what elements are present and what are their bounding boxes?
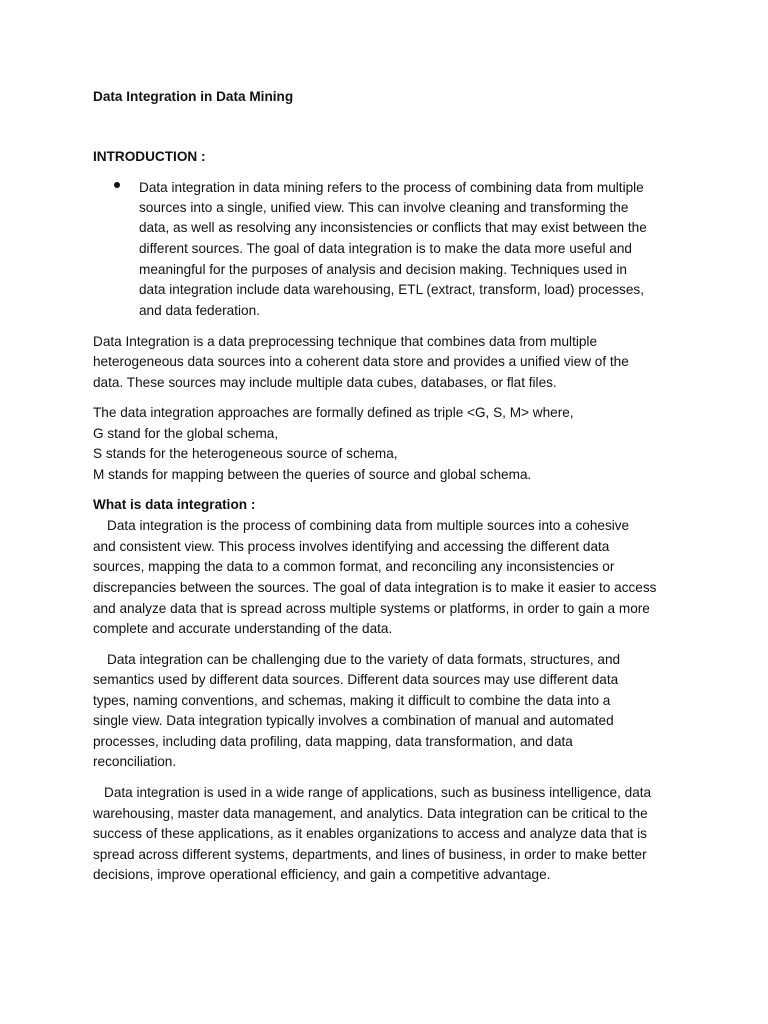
paragraph-line: spread across different systems, departments, and lines of business, in order to make better <box>93 847 647 862</box>
paragraph-line: types, naming conventions, and schemas, making it difficult to combine the data into a <box>93 693 611 708</box>
bullet-line: Data integration in data mining refers to the process of combining data from multiple <box>139 180 644 195</box>
bullet-line: sources into a single, unified view. This can involve cleaning and transforming the <box>139 200 629 215</box>
paragraph-line: The data integration approaches are formally defined as triple <G, S, M> where, <box>93 405 574 420</box>
paragraph-line: reconciliation. <box>93 754 177 769</box>
bullet-line: meaningful for the purposes of analysis and decision making. Techniques used in <box>139 262 627 277</box>
paragraph-line: processes, including data profiling, data mapping, data transformation, and data <box>93 734 573 749</box>
bullet-line: data integration include data warehousing, ETL (extract, transform, load) processes, <box>139 282 644 297</box>
bullet-line: and data federation. <box>139 303 260 318</box>
paragraph-line: single view. Data integration typically involves a combination of manual and automated <box>93 713 614 728</box>
paragraph-line: complete and accurate understanding of the data. <box>93 621 393 636</box>
paragraph-line: data. These sources may include multiple data cubes, databases, or flat files. <box>93 375 557 390</box>
paragraph-line: Data integration is the process of combining data from multiple sources into a cohesive <box>107 518 630 533</box>
paragraph-line: discrepancies between the sources. The goal of data integration is to make it easier to access <box>93 580 657 595</box>
paragraph-line: heterogeneous data sources into a coherent data store and provides a unified view of the <box>93 354 629 369</box>
paragraph-line: Data integration is used in a wide range of applications, such as business intelligence, data <box>104 785 652 800</box>
document-title: Data Integration in Data Mining <box>93 89 294 104</box>
paragraph-line: G stand for the global schema, <box>93 426 279 441</box>
paragraph-line: S stands for the heterogeneous source of schema, <box>93 446 398 461</box>
bullet-icon <box>114 182 120 188</box>
paragraph-line: success of these applications, as it enables organizations to access and analyze data that is <box>93 826 647 841</box>
paragraph-line: and consistent view. This process involves identifying and accessing the different data <box>93 539 610 554</box>
paragraph-line: M stands for mapping between the queries of source and global schema. <box>93 467 532 482</box>
bullet-line: data, as well as resolving any inconsistencies or conflicts that may exist between the <box>139 220 647 235</box>
paragraph-line: decisions, improve operational efficiency, and gain a competitive advantage. <box>93 867 551 882</box>
intro-heading: INTRODUCTION : <box>93 149 206 164</box>
paragraph-line: and analyze data that is spread across multiple systems or platforms, in order to gain a more <box>93 601 650 616</box>
paragraph-line: warehousing, master data management, and analytics. Data integration can be critical to the <box>93 806 648 821</box>
paragraph-line: semantics used by different data sources. Different data sources may use different data <box>93 672 619 687</box>
paragraph-line: Data Integration is a data preprocessing technique that combines data from multiple <box>93 334 598 349</box>
paragraph-line: sources, mapping the data to a common format, and reconciling any inconsistencies or <box>93 559 615 574</box>
bullet-line: different sources. The goal of data integration is to make the data more useful and <box>139 241 632 256</box>
paragraph-line: Data integration can be challenging due to the variety of data formats, structures, and <box>107 652 621 667</box>
section-heading: What is data integration : <box>93 497 256 512</box>
